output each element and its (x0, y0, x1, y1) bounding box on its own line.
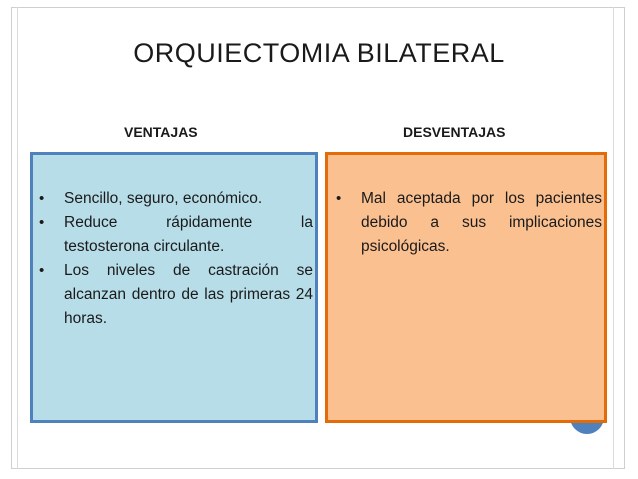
frame-rule-right (613, 7, 614, 469)
slide-title: ORQUIECTOMIA BILATERAL (133, 38, 505, 68)
bullet-icon: • (39, 214, 45, 231)
disadvantage-item (334, 187, 602, 259)
advantage-text: Sencillo, seguro, económico. (64, 190, 263, 207)
advantage-item (37, 211, 313, 259)
disadvantages-list (334, 187, 602, 259)
disadvantages-panel (325, 152, 607, 423)
advantage-text: Reduce rápidamente la testosterona circulante. (64, 214, 313, 255)
advantage-item (37, 187, 313, 211)
advantages-list (37, 187, 313, 331)
advantage-item (37, 259, 313, 331)
bullet-icon: • (39, 190, 45, 207)
bullet-icon: • (39, 262, 45, 279)
advantages-heading: VENTAJAS (124, 124, 198, 140)
frame-rule-left (17, 7, 18, 469)
advantages-panel (30, 152, 318, 423)
disadvantage-text: Mal aceptada por los pacientes debido a sus implicaciones psicológicas. (361, 190, 602, 255)
bullet-icon: • (336, 190, 342, 207)
advantage-text: Los niveles de castración se alcanzan dentro de las primeras 24 horas. (64, 262, 313, 327)
disadvantages-heading: DESVENTAJAS (403, 124, 506, 140)
